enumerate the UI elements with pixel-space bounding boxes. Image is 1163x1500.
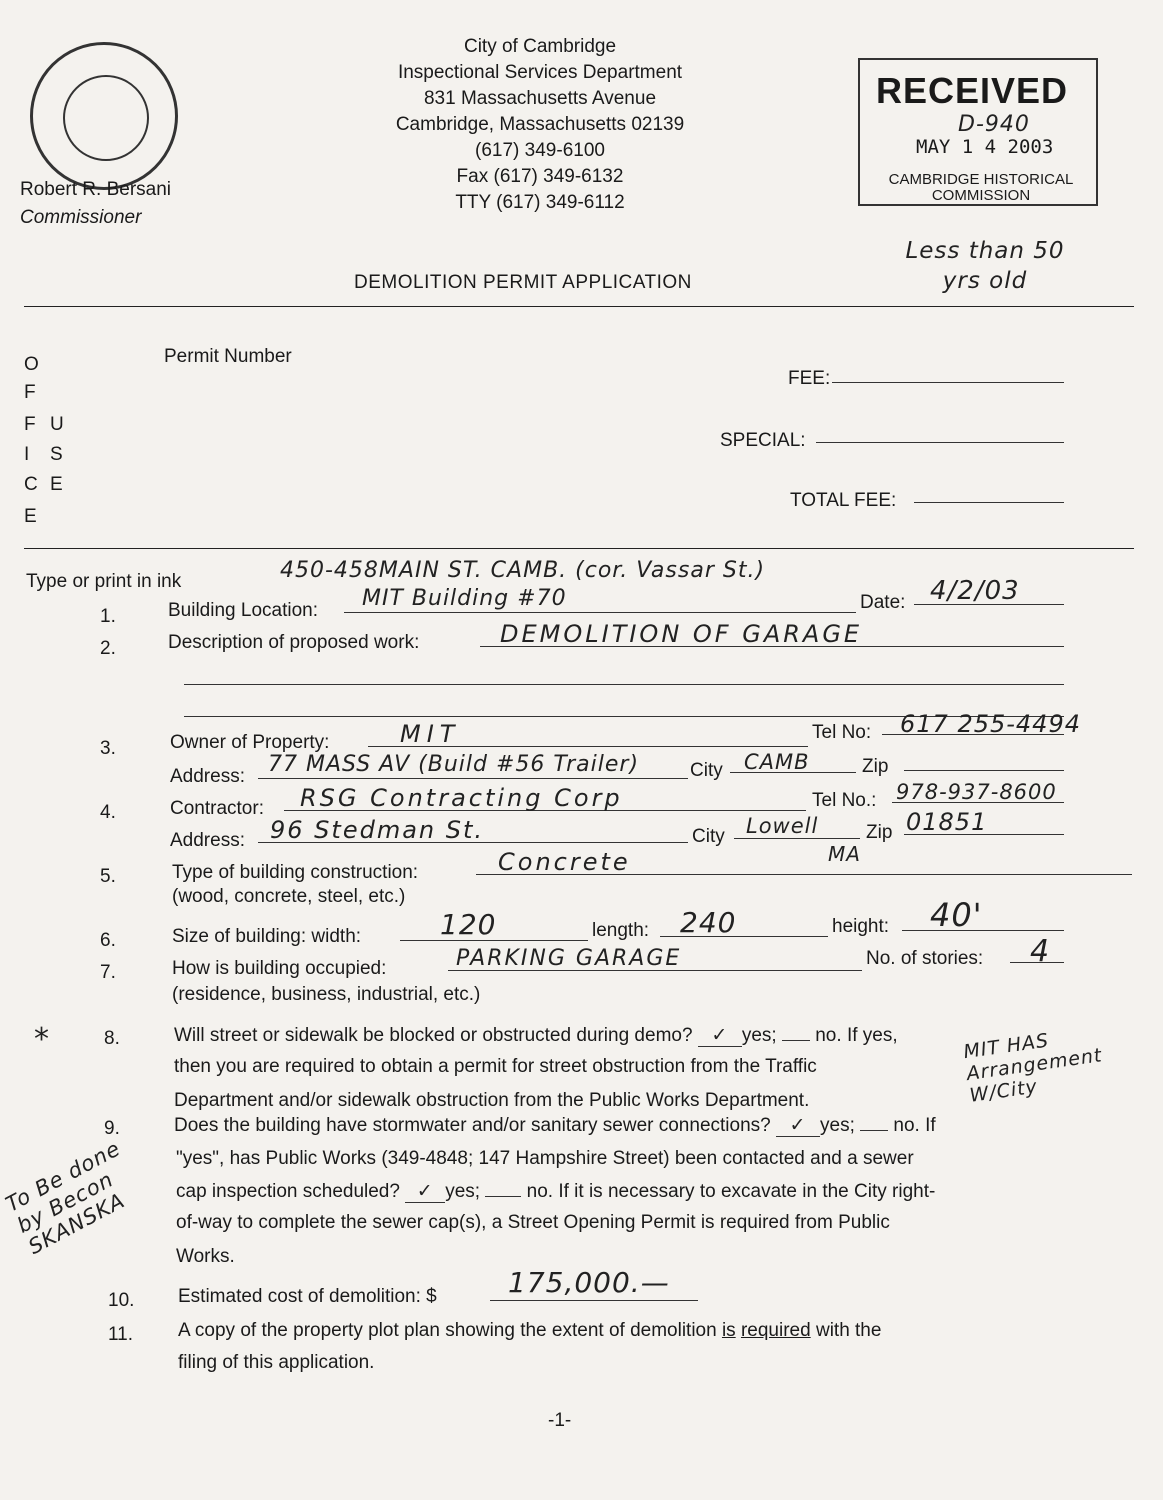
q9-line3 <box>176 1180 935 1203</box>
stamp-org <box>876 172 1086 204</box>
q11-line1 <box>178 1320 881 1342</box>
street-address: 831 Massachusetts Avenue <box>423 88 657 109</box>
q9-handwritten-note: To Be done by Becon SKANSKA <box>1 1136 129 1259</box>
q8-text: Will street or sidewalk be blocked or obstructed during demo? <box>174 1025 693 1046</box>
q11-line2: filing of this application. <box>178 1352 375 1373</box>
item-number: 1. <box>100 606 116 627</box>
office-letter: F <box>24 414 36 435</box>
total-fee-field[interactable] <box>914 502 1064 503</box>
tty: TTY (617) 349-6112 <box>455 192 625 213</box>
city-seal <box>30 42 178 190</box>
contractor-address-value: 96 Stedman St. <box>270 816 485 844</box>
occupied-label: How is building occupied: <box>172 958 387 979</box>
office-letter: F <box>24 382 36 403</box>
building-location-value: MIT Building #70 <box>362 586 567 611</box>
age-note: Less than 50 yrs old <box>905 238 1065 294</box>
owner-zip-field[interactable] <box>904 770 1064 771</box>
height-value: 40' <box>930 896 983 934</box>
asterisk-mark: * <box>34 1022 50 1057</box>
total-fee-label: TOTAL FEE: <box>790 490 897 511</box>
contractor-city-field[interactable] <box>734 838 860 839</box>
size-label: Size of building: width: <box>172 926 362 947</box>
item-number: 7. <box>100 962 116 983</box>
item-number: 5. <box>100 866 116 887</box>
contractor-tel-label: Tel No.: <box>812 790 877 811</box>
commissioner-title: Commissioner <box>20 207 142 228</box>
item-number: 9. <box>104 1118 120 1139</box>
q9-no-if: no. If <box>893 1115 936 1136</box>
date-value: 4/2/03 <box>930 576 1020 606</box>
contractor-tel-value: 978-937-8600 <box>896 780 1057 804</box>
fee-field[interactable] <box>832 382 1064 383</box>
received-stamp <box>858 58 1098 206</box>
yes-label: yes; <box>445 1181 481 1202</box>
stamp-org-line2: COMMISSION <box>931 187 1031 204</box>
location-note: 450-458MAIN ST. CAMB. (cor. Vassar St.) <box>280 558 766 583</box>
yes-label: yes; <box>820 1115 855 1136</box>
stories-label: No. of stories: <box>866 948 984 969</box>
stamp-code: D-940 <box>958 112 1030 137</box>
owner-value: MIT <box>400 720 461 748</box>
q11-is: is <box>721 1320 736 1341</box>
building-location-field[interactable] <box>344 612 856 613</box>
contractor-city-label: City <box>692 826 725 847</box>
yes-label: yes; <box>741 1025 777 1046</box>
q9-excavate-text: no. If it is necessary to excavate in the City right- <box>526 1181 936 1202</box>
city-name: City of Cambridge <box>463 36 617 57</box>
q11-required: required <box>740 1320 811 1341</box>
use-letter: U <box>50 414 64 435</box>
owner-city-label: City <box>690 760 723 781</box>
height-label: height: <box>832 916 890 937</box>
tel-label: Tel No: <box>812 722 872 743</box>
owner-zip-label: Zip <box>862 756 889 777</box>
length-value: 240 <box>680 906 737 939</box>
q9-line1 <box>174 1114 936 1137</box>
special-field[interactable] <box>816 442 1064 443</box>
letterhead <box>340 34 740 216</box>
page-number: -1- <box>548 1410 572 1431</box>
q9-line2: "yes", has Public Works (349-4848; 147 Hampshire Street) been contacted and a sewer <box>176 1148 914 1169</box>
owner-address-field[interactable] <box>258 778 688 779</box>
contractor-address-label: Address: <box>170 830 245 851</box>
item-number: 10. <box>108 1290 135 1311</box>
q8-if-yes: If yes, <box>846 1025 898 1046</box>
height-field[interactable] <box>902 930 1064 931</box>
contractor-zip-label: Zip <box>866 822 893 843</box>
contractor-state-value: MA <box>828 842 861 866</box>
contractor-label: Contractor: <box>170 798 264 819</box>
q8-line3: Department and/or sidewalk obstruction from the Public Works Department. <box>174 1090 810 1111</box>
use-letter: S <box>50 444 63 465</box>
no-label: no. <box>815 1025 842 1046</box>
q9-cap-no-field[interactable] <box>485 1196 521 1197</box>
item-number: 6. <box>100 930 116 951</box>
q9-yes-check[interactable]: ✓ <box>776 1114 820 1137</box>
divider-top <box>24 306 1134 307</box>
fee-label: FEE: <box>788 368 831 389</box>
cost-field[interactable] <box>490 1300 698 1301</box>
form-title: DEMOLITION PERMIT APPLICATION <box>354 272 692 293</box>
construction-value: Concrete <box>498 848 631 876</box>
construction-hint: (wood, concrete, steel, etc.) <box>172 886 406 907</box>
description-value: DEMOLITION OF GARAGE <box>500 620 863 648</box>
item-number: 8. <box>104 1028 120 1049</box>
item-number: 2. <box>100 638 116 659</box>
owner-tel-value: 617 255-4494 <box>900 710 1081 738</box>
q9-cap-yes-check[interactable]: ✓ <box>405 1180 445 1203</box>
commissioner <box>20 176 171 232</box>
owner-label: Owner of Property: <box>170 732 330 753</box>
permit-number-label: Permit Number <box>164 346 292 367</box>
q8-yes-check[interactable]: ✓ <box>698 1024 742 1047</box>
contractor-zip-value: 01851 <box>906 808 988 836</box>
q11-text: A copy of the property plot plan showing the extent of demolition <box>178 1320 722 1341</box>
q11-with-the: with the <box>810 1320 882 1341</box>
owner-address-label: Address: <box>170 766 245 787</box>
contractor-city-value: Lowell <box>746 814 819 838</box>
length-label: length: <box>592 920 650 941</box>
phone: (617) 349-6100 <box>475 140 605 161</box>
item-number: 3. <box>100 738 116 759</box>
commissioner-name: Robert R. Bersani <box>20 179 172 200</box>
cost-label: Estimated cost of demolition: $ <box>178 1286 437 1307</box>
stories-value: 4 <box>1030 934 1051 969</box>
occupied-hint: (residence, business, industrial, etc.) <box>172 984 481 1005</box>
department-name: Inspectional Services Department <box>397 62 683 83</box>
fax: Fax (617) 349-6132 <box>456 166 624 187</box>
special-label: SPECIAL: <box>720 430 806 451</box>
divider-office <box>24 548 1134 549</box>
owner-city-value: CAMB <box>744 750 810 774</box>
item-number: 4. <box>100 802 116 823</box>
q9-line5: Works. <box>176 1246 235 1267</box>
q9-line4: of-way to complete the sewer cap(s), a Street Opening Permit is required from Public <box>176 1212 890 1233</box>
stamp-date: MAY 1 4 2003 <box>916 136 1054 158</box>
q9-cap-text: cap inspection scheduled? <box>176 1181 400 1202</box>
description-label: Description of proposed work: <box>168 632 420 653</box>
construction-label: Type of building construction: <box>172 862 419 883</box>
office-letter: I <box>24 444 30 465</box>
q9-no-field[interactable] <box>860 1130 888 1131</box>
q8-line2: then you are required to obtain a permit for street obstruction from the Traffic <box>174 1056 817 1077</box>
office-letter: E <box>24 506 37 527</box>
stamp-received: RECEIVED <box>876 70 1069 111</box>
owner-address-value: 77 MASS AV (Build #56 Trailer) <box>268 752 640 777</box>
office-letter: O <box>24 354 39 375</box>
date-label: Date: <box>860 592 906 613</box>
q8-line1 <box>174 1024 898 1047</box>
use-letter: E <box>50 474 63 495</box>
q9-text: Does the building have stormwater and/or sanitary sewer connections? <box>174 1115 771 1136</box>
q8-handwritten-note: MIT HAS Arrangement W/City <box>962 1029 1104 1107</box>
city-state-zip: Cambridge, Massachusetts 02139 <box>395 114 685 135</box>
type-or-print-label: Type or print in ink <box>26 571 182 592</box>
item-number: 11. <box>108 1324 134 1345</box>
description-line-2[interactable] <box>184 684 1064 685</box>
occupied-value: PARKING GARAGE <box>456 946 682 971</box>
cost-value: 175,000.— <box>508 1266 670 1299</box>
building-location-label: Building Location: <box>168 600 318 621</box>
office-letter: C <box>24 474 38 495</box>
q8-no-field[interactable] <box>782 1040 810 1041</box>
stamp-org-line1: CAMBRIDGE HISTORICAL <box>888 171 1074 188</box>
contractor-value: RSG Contracting Corp <box>300 784 623 812</box>
width-value: 120 <box>440 908 497 941</box>
